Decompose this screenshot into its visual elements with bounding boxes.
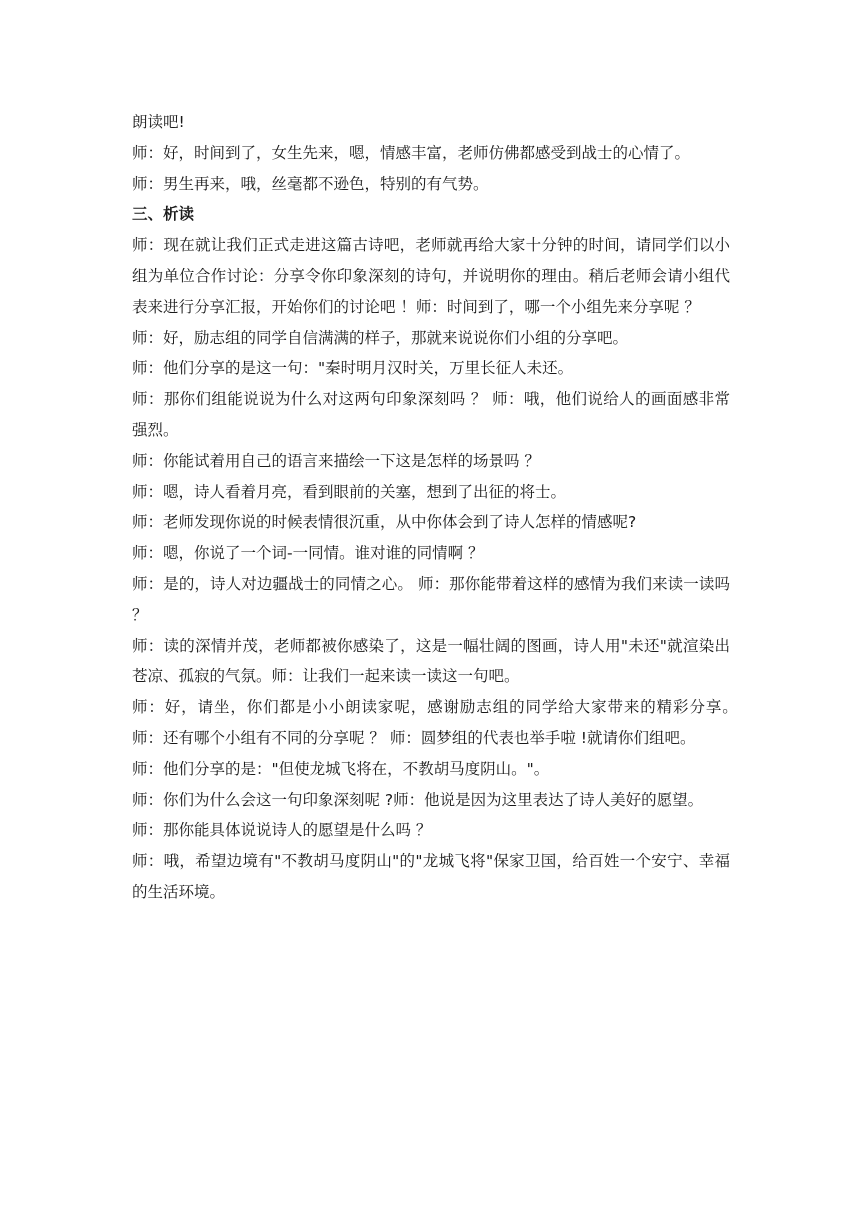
paragraph: 师：他们分享的是这一句："秦时明月汉时关，万里长征人未还。 — [132, 359, 574, 378]
paragraph: 师：现在就让我们正式走进这篇古诗吧，老师就再给大家十分钟的时间，请同学们以小组为单位合作讨论：分享令你印象深刻的诗句，并说明你的理由。稍后老师会请小组代表来进行分享汇报，开始你们的讨论吧 ！师：时间到了，哪一个小组先来分享呢 ？ — [132, 236, 730, 316]
paragraph: 师：老师发现你说的时候表情很沉重，从中你体会到了诗人怎样的情感呢? — [132, 513, 637, 532]
paragraph: 师：嗯，你说了一个词-一同情。谁对谁的同情啊 ？ — [132, 544, 484, 563]
paragraph: 师：他们分享的是："但使龙城飞将在，不教胡马度阴山。"。 — [132, 759, 550, 778]
paragraph: 师：好，请坐，你们都是小小朗读家呢，感谢励志组的同学给大家带来的精彩分享。 师：还有哪个小组有不同的分享呢 ？ 师：圆梦组的代表也举手啦 !就请你们组吧。 — [132, 698, 746, 747]
paragraph: 师：你能试着用自己的语言来描绘一下这是怎样的场景吗 ？ — [132, 451, 540, 470]
document-body — [132, 107, 746, 908]
paragraph: 师：好，励志组的同学自信满满的样子，那就来说说你们小组的分享吧。 — [132, 328, 629, 347]
paragraph: 师：哦，希望边境有"不教胡马度阴山"的"龙城飞将"保家卫国，给百姓一个安宁、幸福的生活环境。 — [132, 852, 730, 901]
paragraph: 师：你们为什么会这一句印象深刻呢 ?师：他说是因为这里表达了诗人美好的愿望。 — [132, 790, 704, 809]
paragraph: 师：读的深情并茂，老师都被你感染了，这是一幅壮阔的图画，诗人用"未还"就渲染出苍凉、孤寂的气氛。师：让我们一起来读一读这一句吧。 — [132, 636, 730, 686]
paragraph: 师：那你们组能说说为什么对这两句印象深刻吗 ？ 师：哦，他们说给人的画面感非常强烈。 — [132, 390, 730, 439]
paragraph: 师：男生再来，哦，丝毫都不逊色，特别的有气势。 — [132, 174, 489, 193]
paragraph: 师：嗯，诗人看着月亮，看到眼前的关塞，想到了出征的将士。 — [132, 482, 567, 501]
section-heading: 三、析读 — [132, 205, 195, 224]
paragraph: 师：是的，诗人对边疆战士的同情之心。 师：那你能带着这样的感情为我们来读一读吗 ？ — [132, 574, 730, 624]
paragraph: 朗读吧! — [132, 113, 185, 131]
paragraph: 师：好，时间到了，女生先来，嗯，情感丰富，老师仿佛都感受到战士的心情了。 — [132, 143, 691, 162]
paragraph: 师：那你能具体说说诗人的愿望是什么吗 ？ — [132, 821, 432, 840]
